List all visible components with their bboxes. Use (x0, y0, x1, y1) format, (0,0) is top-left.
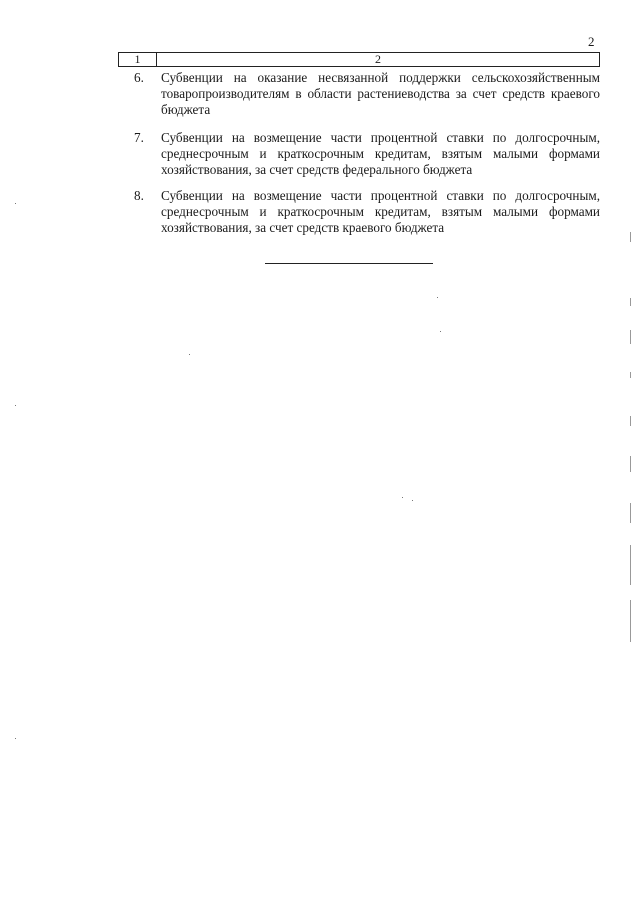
page-number: 2 (588, 34, 595, 49)
end-separator-line (265, 263, 433, 264)
column-1-header: 1 (119, 53, 157, 67)
item-number: 6. (134, 70, 144, 85)
item-number: 7. (134, 130, 144, 145)
item-text: Субвенции на возмещение части процентной ставки по долгосрочным, среднесрочным и краткосрочным кредитам, взятым малыми формами хозяйствования, за счет средств федерального бюджета (161, 130, 600, 178)
column-2-header: 2 (157, 53, 600, 67)
item-text: Субвенции на возмещение части процентной ставки по долгосрочным, среднесрочным и краткосрочным кредитам, взятым малыми формами хозяйствования, за счет средств краевого бюджета (161, 188, 600, 236)
item-number: 8. (134, 188, 144, 203)
list-item (126, 70, 600, 119)
list-item (126, 130, 600, 179)
item-text: Субвенции на оказание несвязанной поддержки сельскохозяйственным товаропроизводителям в области растениеводства за счет средств краевого бюджета (161, 70, 600, 118)
list-item (126, 188, 600, 237)
column-header-table (118, 52, 600, 67)
